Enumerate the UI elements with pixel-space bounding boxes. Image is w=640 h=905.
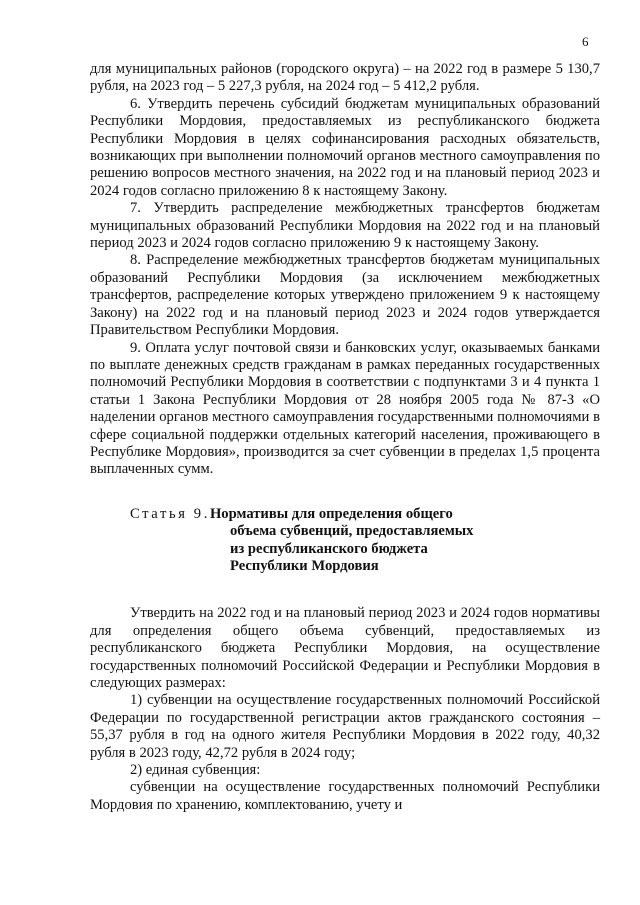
paragraph-6: 6. Утвердить перечень субсидий бюджетам муниципальных образований Республики Мордовия, предоставляемых из республиканского бюджета Республики Мордовия в целях софинансирования расходных обязательств, возникающих при выполнении полномочий органов местного самоуправления по решению вопросов местного значения, на 2022 год и на плановый период 2023 и 2024 годов согласно приложению 8 к настоящему Закону. — [90, 95, 600, 199]
article-9-item-2: 2) единая субвенция: — [130, 762, 261, 779]
article-9-heading — [90, 506, 600, 576]
paragraph-7: 7. Утвердить распределение межбюджетных трансфертов бюджетам муниципальных образований Республики Мордовия на 2022 год и на плановый период 2023 и 2024 годов согласно приложению 9 к настоящему Закону. — [90, 200, 600, 252]
paragraph-9: 9. Оплата услуг почтовой связи и банковских услуг, оказываемых банками по выплате денежных средств гражданам в рамках переданных государственных полномочий Республики Мордовия в соответствии с подпунктами 3 и 4 пункта 1 статьи 1 Закона Республики Мордовия от 28 ноября 2005 года № 87-З «О наделении органов местного самоуправления государственными полномочиями в сфере социальной поддержки отдельных категорий населения, проживающего в Республике Мордовия», производится за счет субвенции в пределах 1,5 процента выплаченных сумм. — [90, 339, 600, 478]
article-label: Статья 9. — [130, 505, 210, 522]
article-title-line-1: Нормативы для определения общего — [209, 505, 453, 522]
article-title-line-2: объема субвенций, предоставляемых — [230, 523, 474, 540]
article-9-item-1: 1) субвенции на осуществление государственных полномочий Российской Федерации по государственной регистрации актов гражданского состояния – 55,37 рубля в год на одного жителя Республики Мордовия в 2022 году, 40,32 рубля в 2023 году, 42,72 рубля в 2024 году; — [90, 692, 600, 761]
article-9-intro: Утвердить на 2022 год и на плановый период 2023 и 2024 годов нормативы для определения общего объема субвенций, предоставляемых из республиканского бюджета Республики Мордовия, на осуществление государственных полномочий Российской Федерации и Республики Мордовия в следующих размерах: — [90, 605, 600, 691]
article-title-line-4: Республики Мордовия — [230, 557, 379, 574]
paragraph-8: 8. Распределение межбюджетных трансфертов бюджетам муниципальных образований Республики Мордовия (за исключением межбюджетных трансфертов, распределение которых утверждено приложением 9 к настоящему Закону) на 2022 год и на плановый период 2023 и 2024 годов утверждается Правительством Республики Мордовия. — [90, 252, 600, 339]
article-title-line-3: из республиканского бюджета — [230, 540, 428, 557]
article-9-item-2-text: субвенции на осуществление государственных полномочий Республики Мордовия по хранению, комплектованию, учету и — [90, 779, 600, 813]
document-body — [90, 61, 600, 814]
page-number: 6 — [582, 34, 589, 49]
paragraph-5-continuation: для муниципальных районов (городского округа) – на 2022 год в размере 5 130,7 рубля, на 2023 год – 5 227,3 рубля, на 2024 год – 5 412,2 рубля. — [90, 61, 600, 95]
